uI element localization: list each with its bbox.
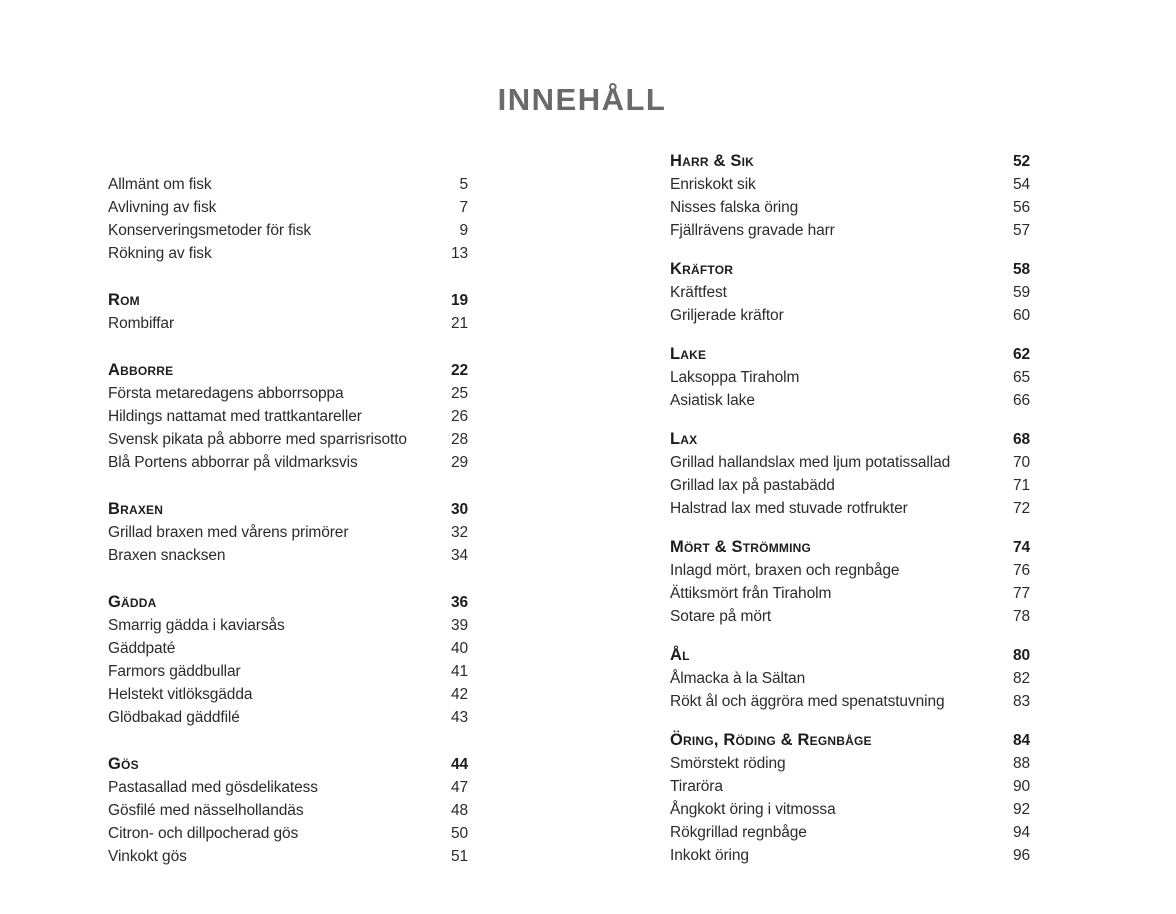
entry-label: Avlivning av fisk	[108, 199, 217, 216]
toc-entry	[108, 637, 468, 660]
entry-page-number: 50	[450, 825, 468, 842]
toc-section-header	[108, 359, 468, 382]
toc-entry	[670, 667, 1030, 690]
section-title: Abborre	[108, 361, 174, 379]
toc-entry	[108, 173, 468, 196]
entry-page-number: 62	[1012, 346, 1030, 363]
toc-entry	[670, 304, 1030, 327]
entry-label: Rombiffar	[108, 315, 175, 332]
section-title: Ål	[670, 646, 690, 664]
entry-page-number: 59	[1012, 284, 1030, 301]
toc-section-header	[670, 150, 1030, 173]
section-title: Rom	[108, 291, 140, 309]
section-title: Lake	[670, 345, 707, 363]
entry-page-number: 25	[450, 385, 468, 402]
toc-entry	[670, 798, 1030, 821]
section-title: Kräftor	[670, 260, 734, 278]
toc-entry	[670, 474, 1030, 497]
entry-label: Ättiksmört från Tiraholm	[670, 585, 832, 602]
entry-page-number: 40	[450, 640, 468, 657]
toc-section-header	[670, 428, 1030, 451]
toc-entry	[108, 845, 468, 868]
entry-page-number: 44	[450, 756, 468, 773]
entry-label: Braxen snacksen	[108, 547, 226, 564]
entry-page-number: 58	[1012, 261, 1030, 278]
entry-label: Vinkokt gös	[108, 848, 187, 865]
toc-entry	[108, 614, 468, 637]
toc-entry	[108, 219, 468, 242]
entry-label: Blå Portens abborrar på vildmarksvis	[108, 454, 358, 471]
entry-page-number: 9	[459, 222, 468, 239]
toc-entry	[670, 366, 1030, 389]
section-title: Gös	[108, 755, 139, 773]
entry-page-number: 36	[450, 594, 468, 611]
entry-label: Farmors gäddbullar	[108, 663, 241, 680]
entry-page-number: 19	[450, 292, 468, 309]
toc-section	[108, 173, 468, 265]
entry-page-number: 29	[450, 454, 468, 471]
toc-section	[108, 498, 468, 567]
toc-entry	[108, 451, 468, 474]
toc-entry	[108, 196, 468, 219]
toc-section-header	[670, 343, 1030, 366]
entry-page-number: 7	[459, 199, 468, 216]
entry-page-number: 78	[1012, 608, 1030, 625]
section-title: Gädda	[108, 593, 157, 611]
toc-section	[108, 591, 468, 729]
entry-page-number: 51	[450, 848, 468, 865]
entry-label: Smörstekt röding	[670, 755, 786, 772]
entry-page-number: 94	[1012, 824, 1030, 841]
entry-page-number: 88	[1012, 755, 1030, 772]
entry-label: Grillad braxen med vårens primörer	[108, 524, 349, 541]
entry-label: Fjällrävens gravade harr	[670, 222, 835, 239]
entry-page-number: 77	[1012, 585, 1030, 602]
entry-label: Ångkokt öring i vitmossa	[670, 801, 836, 818]
toc-entry	[670, 559, 1030, 582]
entry-label: Grillad lax på pastabädd	[670, 477, 835, 494]
toc-entry	[108, 799, 468, 822]
entry-label: Nisses falska öring	[670, 199, 799, 216]
toc-entry	[108, 405, 468, 428]
entry-page-number: 56	[1012, 199, 1030, 216]
entry-label: Första metaredagens abborrsoppa	[108, 385, 344, 402]
toc-entry	[670, 752, 1030, 775]
entry-page-number: 41	[450, 663, 468, 680]
entry-page-number: 74	[1012, 539, 1030, 556]
toc-entry	[670, 451, 1030, 474]
entry-label: Smarrig gädda i kaviarsås	[108, 617, 285, 634]
toc-section	[670, 729, 1030, 867]
entry-label: Laksoppa Tiraholm	[670, 369, 800, 386]
toc-section	[670, 428, 1030, 520]
entry-page-number: 72	[1012, 500, 1030, 517]
entry-page-number: 82	[1012, 670, 1030, 687]
toc-entry	[108, 776, 468, 799]
entry-label: Allmänt om fisk	[108, 176, 212, 193]
entry-page-number: 42	[450, 686, 468, 703]
toc-section	[108, 753, 468, 868]
entry-label: Asiatisk lake	[670, 392, 755, 409]
toc-section-header	[108, 289, 468, 312]
entry-label: Ålmacka à la Sältan	[670, 670, 806, 687]
toc-section-header	[670, 644, 1030, 667]
entry-page-number: 39	[450, 617, 468, 634]
toc-entry	[670, 821, 1030, 844]
entry-page-number: 21	[450, 315, 468, 332]
toc-section-header	[670, 258, 1030, 281]
toc-section-header	[670, 729, 1030, 752]
entry-label: Rökt ål och äggröra med spenatstuvning	[670, 693, 945, 710]
toc-entry	[108, 521, 468, 544]
toc-entry	[108, 312, 468, 335]
entry-page-number: 30	[450, 501, 468, 518]
entry-page-number: 34	[450, 547, 468, 564]
entry-label: Kräftfest	[670, 284, 727, 301]
entry-page-number: 28	[450, 431, 468, 448]
entry-page-number: 92	[1012, 801, 1030, 818]
toc-entry	[670, 844, 1030, 867]
entry-page-number: 22	[450, 362, 468, 379]
toc-section	[670, 536, 1030, 628]
entry-label: Citron- och dillpocherad gös	[108, 825, 299, 842]
toc-column-right	[670, 150, 1030, 867]
toc-entry	[670, 389, 1030, 412]
toc-section-header	[108, 591, 468, 614]
entry-page-number: 32	[450, 524, 468, 541]
entry-page-number: 5	[459, 176, 468, 193]
toc-section	[108, 289, 468, 335]
entry-page-number: 13	[450, 245, 468, 262]
entry-page-number: 47	[450, 779, 468, 796]
toc-entry	[670, 605, 1030, 628]
toc-section-header	[670, 536, 1030, 559]
entry-label: Pastasallad med gösdelikatess	[108, 779, 318, 796]
toc-section	[670, 644, 1030, 713]
entry-page-number: 54	[1012, 176, 1030, 193]
entry-page-number: 80	[1012, 647, 1030, 664]
entry-label: Halstrad lax med stuvade rotfrukter	[670, 500, 908, 517]
entry-page-number: 83	[1012, 693, 1030, 710]
entry-page-number: 52	[1012, 153, 1030, 170]
toc-entry	[670, 281, 1030, 304]
entry-page-number: 71	[1012, 477, 1030, 494]
entry-page-number: 43	[450, 709, 468, 726]
entry-label: Glödbakad gäddfilé	[108, 709, 240, 726]
toc-entry	[108, 706, 468, 729]
toc-column-left	[108, 173, 468, 868]
entry-page-number: 66	[1012, 392, 1030, 409]
entry-label: Enriskokt sik	[670, 176, 756, 193]
entry-label: Helstekt vitlöksgädda	[108, 686, 253, 703]
entry-label: Hildings nattamat med trattkantareller	[108, 408, 362, 425]
section-title: Öring, Röding & Regnbåge	[670, 731, 872, 749]
entry-page-number: 48	[450, 802, 468, 819]
toc-entry	[108, 683, 468, 706]
entry-page-number: 76	[1012, 562, 1030, 579]
toc-section-header	[108, 498, 468, 521]
entry-label: Gäddpaté	[108, 640, 176, 657]
toc-entry	[670, 173, 1030, 196]
entry-page-number: 96	[1012, 847, 1030, 864]
toc-section	[670, 343, 1030, 412]
toc-entry	[670, 775, 1030, 798]
entry-label: Grillad hallandslax med ljum potatissallad	[670, 454, 951, 471]
entry-page-number: 60	[1012, 307, 1030, 324]
toc-entry	[108, 242, 468, 265]
toc-section	[670, 150, 1030, 242]
entry-label: Konserveringsmetoder för fisk	[108, 222, 311, 239]
toc-entry	[670, 196, 1030, 219]
entry-label: Griljerade kräftor	[670, 307, 784, 324]
entry-label: Rökgrillad regnbåge	[670, 824, 807, 841]
toc-entry	[670, 582, 1030, 605]
entry-label: Sotare på mört	[670, 608, 772, 625]
toc-entry	[108, 544, 468, 567]
section-title: Lax	[670, 430, 698, 448]
entry-page-number: 57	[1012, 222, 1030, 239]
entry-label: Inkokt öring	[670, 847, 749, 864]
toc-entry	[108, 428, 468, 451]
entry-page-number: 90	[1012, 778, 1030, 795]
page-title: INNEHÅLL	[497, 82, 667, 117]
toc-section	[670, 258, 1030, 327]
entry-label: Inlagd mört, braxen och regnbåge	[670, 562, 900, 579]
toc-entry	[670, 219, 1030, 242]
entry-label: Svensk pikata på abborre med sparrisrisotto	[108, 431, 407, 448]
entry-page-number: 68	[1012, 431, 1030, 448]
entry-label: Gösfilé med nässelhollandäs	[108, 802, 304, 819]
entry-page-number: 84	[1012, 732, 1030, 749]
section-title: Harr & Sik	[670, 152, 755, 170]
entry-label: Tiraröra	[670, 778, 723, 795]
entry-label: Rökning av fisk	[108, 245, 212, 262]
toc-entry	[108, 822, 468, 845]
toc-entry	[108, 660, 468, 683]
toc-section-header	[108, 753, 468, 776]
entry-page-number: 26	[450, 408, 468, 425]
entry-page-number: 70	[1012, 454, 1030, 471]
toc-section	[108, 359, 468, 474]
entry-page-number: 65	[1012, 369, 1030, 386]
toc-entry	[670, 690, 1030, 713]
toc-entry	[108, 382, 468, 405]
toc-entry	[670, 497, 1030, 520]
section-title: Braxen	[108, 500, 164, 518]
section-title: Mört & Strömming	[670, 538, 812, 556]
